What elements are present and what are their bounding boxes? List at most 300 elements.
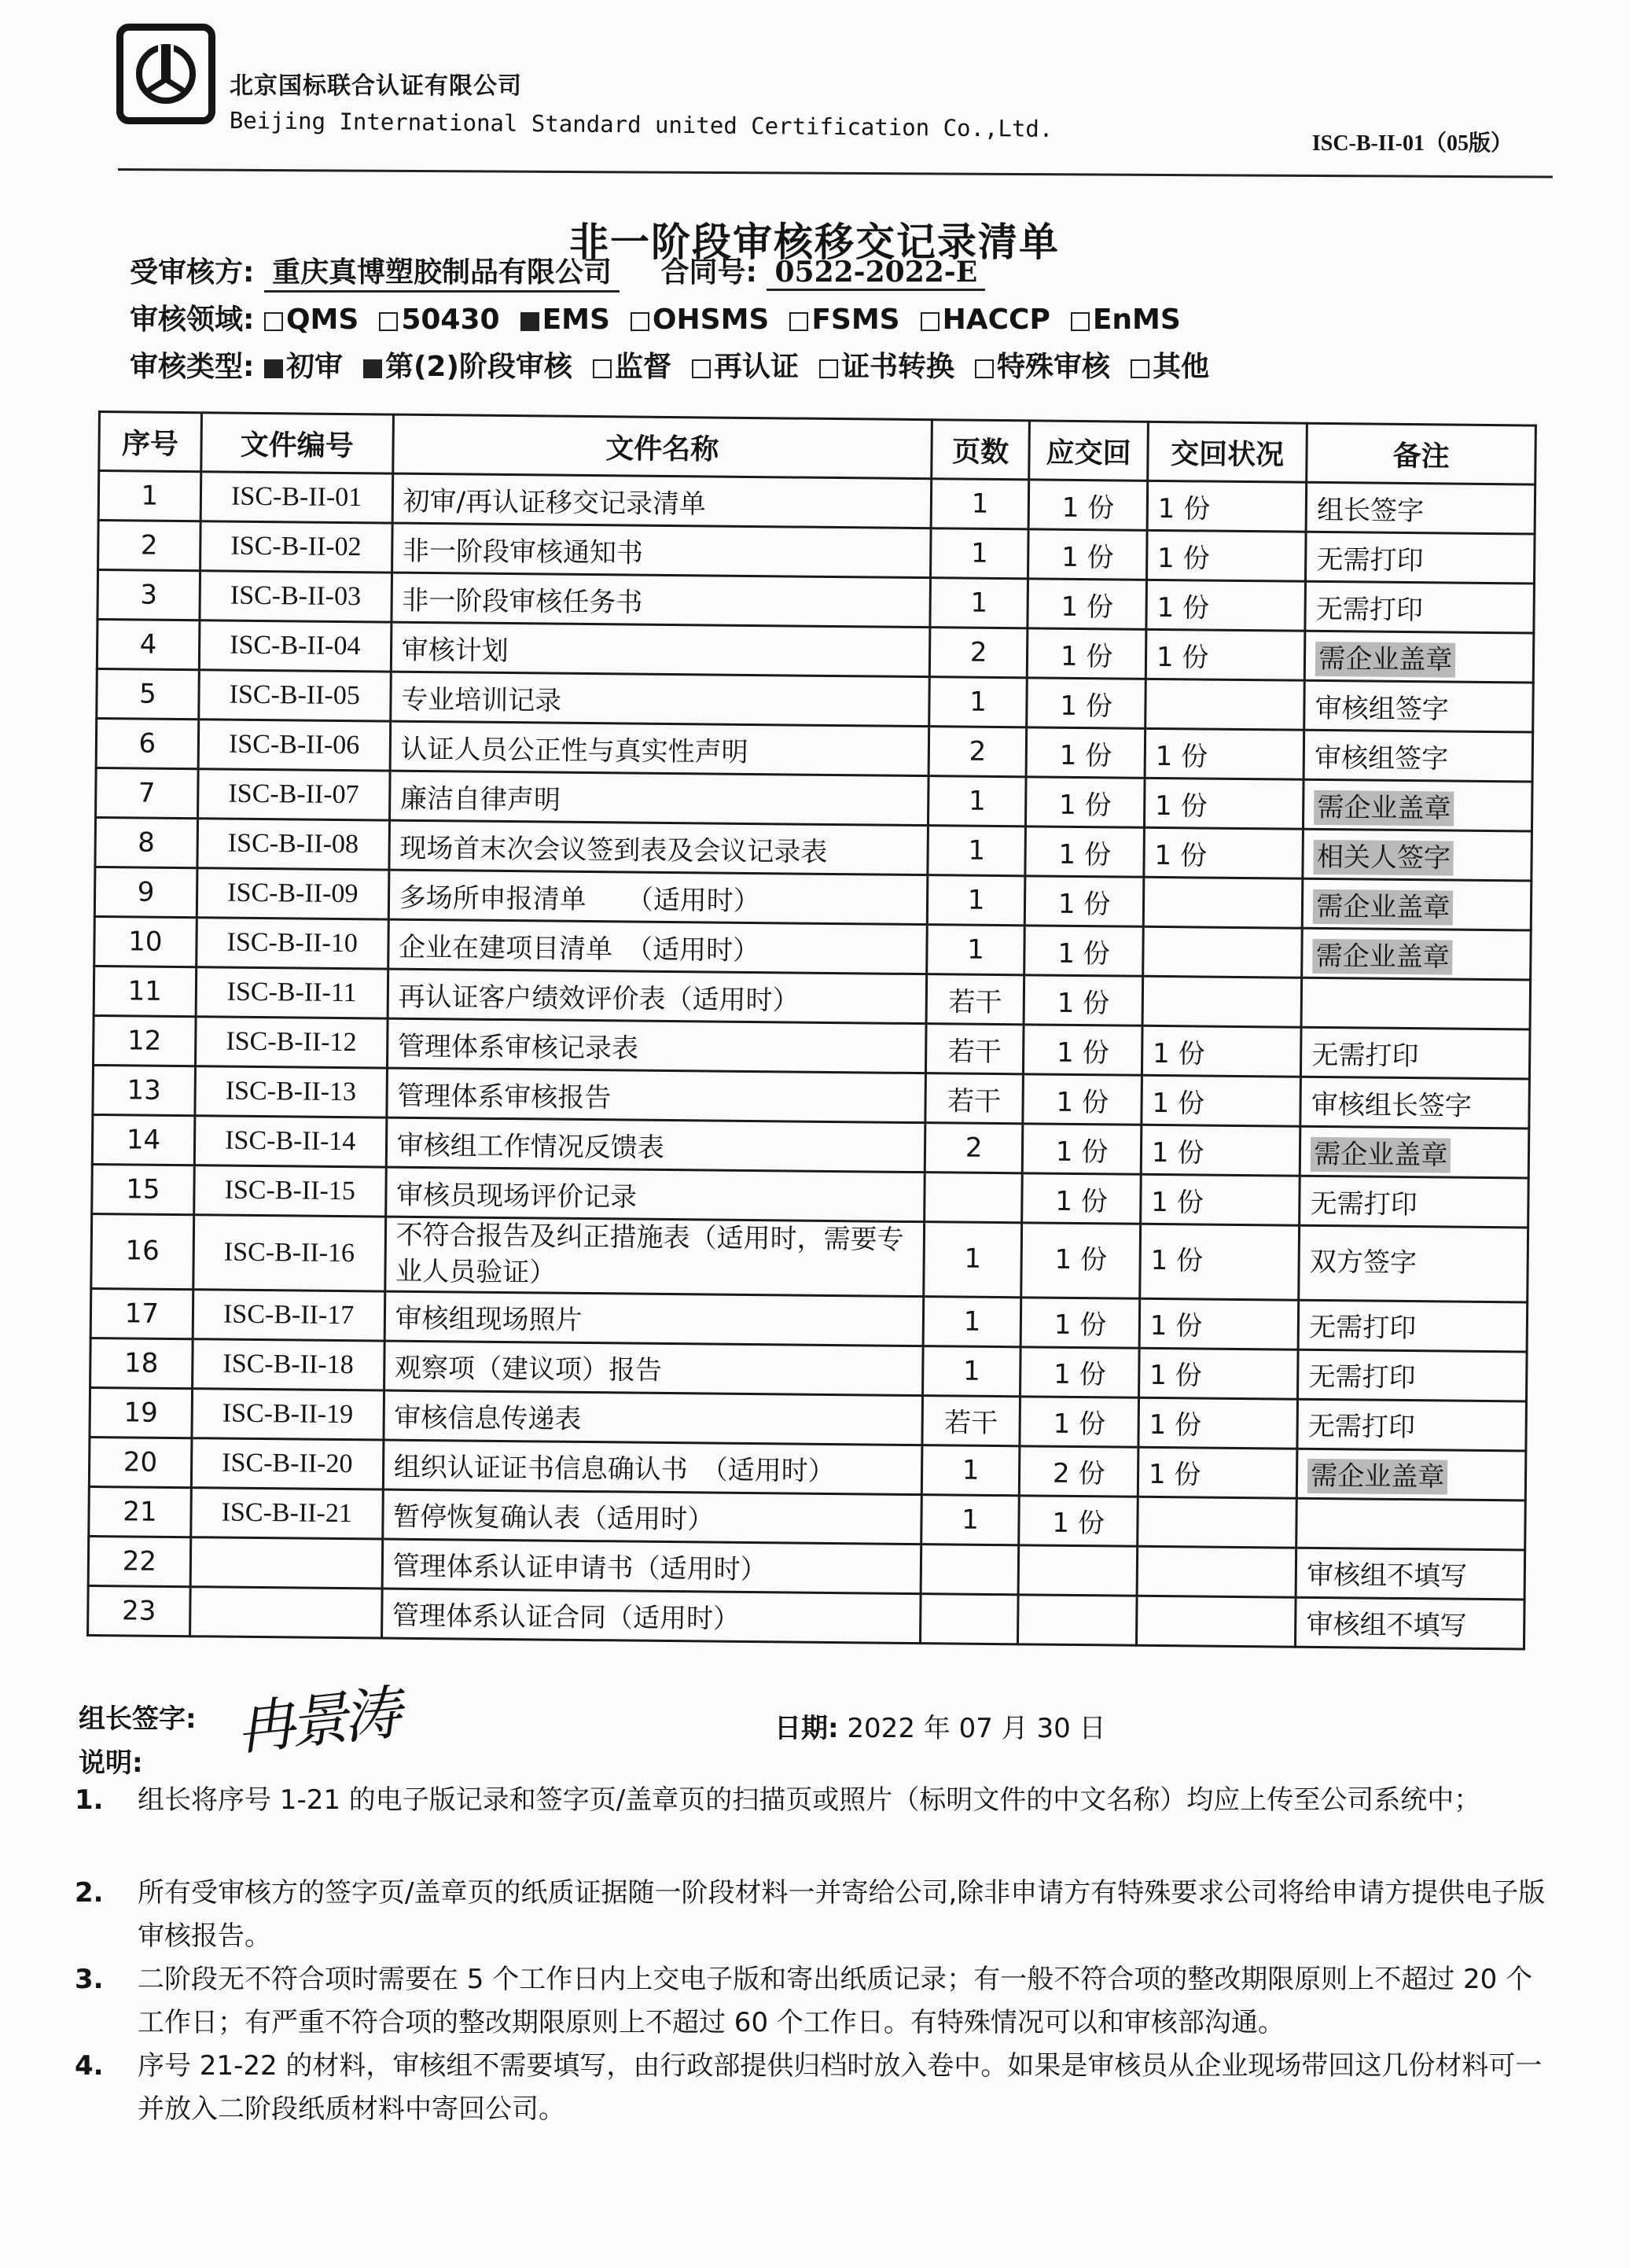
note-item (75, 1872, 1553, 1958)
cell-status-text: 1 份 (1149, 1360, 1202, 1392)
cell-note-text: 审核组签字 (1314, 742, 1449, 775)
cell-due (1026, 777, 1145, 827)
cell-due-text: 2 份 (1052, 1457, 1105, 1490)
note-number: 2. (75, 1877, 104, 1909)
cell-pages-text: 1 (962, 1504, 980, 1536)
cell-no (97, 570, 200, 620)
note-text: 所有受审核方的签字页/盖章页的纸质证据随一阶段材料一并寄给公司,除非申请方有特殊要求公司将给申请方提供电子版审核报告。 (138, 1877, 1546, 1952)
cell-name-text: 廉洁自律声明 (399, 782, 561, 816)
cell-due-text: 1 份 (1060, 640, 1113, 672)
cell-status (1138, 1397, 1298, 1449)
cell-code (196, 918, 388, 969)
cell-due-text: 1 份 (1052, 1507, 1105, 1540)
cell-pages-text: 2 (969, 735, 987, 768)
cell-due (1025, 827, 1144, 877)
cell-note-text: 无需打印 (1307, 1411, 1416, 1444)
cell-name (387, 1018, 926, 1073)
cell-no-text: 19 (123, 1397, 158, 1429)
types-option (264, 344, 343, 385)
cell-note (1304, 779, 1532, 831)
cell-status (1138, 1348, 1298, 1399)
cell-code (197, 769, 390, 820)
unchecked-box-icon (264, 312, 283, 331)
cell-due-text: 1 份 (1053, 1408, 1106, 1441)
cell-note-text: 需企业盖章 (1314, 790, 1454, 826)
cell-no-text: 15 (126, 1173, 160, 1206)
cell-note (1301, 978, 1530, 1029)
types-option (363, 344, 572, 385)
cell-status (1138, 1497, 1297, 1548)
cell-due-text: 1 份 (1059, 739, 1112, 771)
fields-option (1071, 304, 1181, 336)
cell-name (388, 870, 928, 925)
cell-no-text: 17 (124, 1298, 160, 1330)
cell-pages (925, 1123, 1023, 1173)
fields-option-label: EMS (542, 304, 610, 336)
cell-code (194, 1116, 387, 1167)
cell-note-text: 相关人签字 (1314, 839, 1454, 875)
cell-name-text: 企业在建项目清单 （适用时） (398, 931, 760, 966)
date-label: 日期: (774, 1713, 839, 1744)
cell-due (1028, 579, 1146, 629)
col-header-due: 应交回 (1029, 421, 1148, 480)
cell-name-text: 不符合报告及纠正措施表（适用时，需要专业人员验证） (395, 1219, 904, 1289)
cell-no-text: 6 (138, 727, 156, 760)
cell-note-text: 无需打印 (1308, 1361, 1416, 1394)
note-item (75, 1779, 1553, 1822)
cell-status-text: 1 份 (1154, 839, 1208, 872)
cell-name (384, 1291, 924, 1346)
cell-code-text: ISC-B-II-09 (227, 878, 359, 909)
cell-name (384, 1390, 923, 1445)
cell-code (193, 1165, 386, 1217)
fields-option (789, 304, 899, 336)
cell-due-text: 1 份 (1061, 591, 1114, 623)
cell-code (197, 868, 389, 919)
cell-name-text: 管理体系认证合同（适用时） (392, 1600, 741, 1636)
cell-name (384, 1341, 923, 1396)
cell-note (1302, 928, 1531, 980)
cell-due-text: 1 份 (1058, 789, 1112, 821)
date-line (774, 1707, 1106, 1745)
cell-due-text: 1 份 (1054, 1309, 1107, 1342)
cell-name (383, 1440, 922, 1495)
cell-name-text: 初审/再认证移交记录清单 (403, 485, 707, 520)
cell-status-text: 1 份 (1149, 1409, 1202, 1441)
cell-due (1024, 926, 1143, 976)
col-header-status: 交回状况 (1148, 422, 1307, 482)
auditee-line (130, 250, 1017, 293)
cell-pages-text: 若干 (944, 1407, 998, 1440)
cell-due (1026, 727, 1145, 778)
cell-due (1018, 1595, 1137, 1645)
cell-pages (922, 1346, 1020, 1396)
types-option-label: 特殊审核 (996, 351, 1110, 383)
cell-no (94, 916, 197, 966)
cell-name (382, 1489, 921, 1545)
cell-note (1303, 829, 1532, 881)
cell-pages-text: 1 (964, 1243, 982, 1275)
cell-due (1023, 1074, 1142, 1125)
note-number: 1. (75, 1784, 104, 1816)
cell-pages-text: 若干 (948, 985, 1002, 1018)
cell-status-text: 1 份 (1156, 542, 1210, 575)
cell-name-text: 非一阶段审核任务书 (402, 584, 643, 619)
cell-due-text: 1 份 (1054, 1243, 1108, 1276)
cell-note (1299, 1225, 1528, 1302)
cell-due-text: 1 份 (1061, 541, 1114, 573)
cell-status (1141, 1125, 1300, 1176)
leader-signature: 冉景涛 (233, 1679, 400, 1764)
cell-code-text: ISC-B-II-04 (230, 630, 361, 661)
fields-option (921, 304, 1050, 336)
cell-no-text: 21 (123, 1496, 157, 1528)
cell-status (1143, 877, 1303, 928)
cell-status-text: 1 份 (1148, 1459, 1201, 1491)
cell-due (1018, 1545, 1137, 1596)
cell-note (1297, 1449, 1526, 1500)
col-header-pages: 页数 (932, 420, 1030, 480)
cell-code (200, 521, 392, 573)
cell-status-text: 1 份 (1154, 790, 1208, 823)
cell-status (1139, 1298, 1299, 1349)
cell-status (1142, 1025, 1301, 1077)
cell-note (1305, 581, 1534, 633)
note-number: 4. (75, 2050, 104, 2082)
header-divider (118, 168, 1553, 179)
cell-status-text: 1 份 (1152, 1037, 1205, 1070)
cell-name (388, 969, 927, 1024)
cell-name-text: 再认证客户绩效评价表（适用时） (398, 981, 800, 1017)
cell-no-text: 14 (126, 1124, 161, 1156)
cell-no-text: 11 (127, 975, 163, 1007)
cell-note-text: 双方签字 (1309, 1246, 1418, 1279)
cell-pages (931, 479, 1029, 529)
contract-value: 0522-2022-E (767, 256, 985, 291)
cell-due-text: 1 份 (1055, 1185, 1108, 1217)
cell-no-text: 8 (138, 827, 156, 859)
cell-due-text: 1 份 (1060, 690, 1113, 722)
cell-name (391, 622, 930, 677)
audit-field-line (130, 297, 1201, 337)
cell-code (199, 620, 392, 672)
col-header-code: 文件编号 (201, 413, 394, 473)
cell-status-text: 1 份 (1151, 1186, 1204, 1219)
cell-code-text: ISC-B-II-20 (222, 1448, 353, 1478)
cell-pages-text: 1 (962, 1355, 980, 1387)
audit-type-label: 审核类型: (130, 351, 255, 383)
cell-pages (920, 1593, 1018, 1644)
cell-name (389, 820, 928, 875)
cell-code-text: ISC-B-II-08 (227, 828, 359, 860)
types-option (819, 344, 954, 385)
auditee-value: 重庆真博塑胶制品有限公司 (264, 250, 620, 293)
table-row (91, 1213, 1528, 1302)
cell-no-text: 18 (123, 1347, 159, 1379)
cell-code-text: ISC-B-II-18 (222, 1349, 354, 1379)
cell-note-text: 无需打印 (1315, 593, 1424, 626)
cell-note-text: 无需打印 (1311, 1039, 1419, 1072)
unchecked-box-icon (1071, 312, 1090, 331)
cell-due (1022, 1173, 1141, 1224)
cell-note-text: 无需打印 (1316, 543, 1424, 576)
cell-name-text: 观察项（建议项）报告 (394, 1352, 663, 1387)
cell-no-text: 2 (140, 529, 158, 561)
cell-code-text: ISC-B-II-12 (226, 1026, 357, 1058)
checked-box-icon (363, 359, 382, 378)
unchecked-box-icon (819, 359, 838, 378)
cell-no (94, 966, 196, 1016)
cell-pages-text: 1 (970, 537, 988, 569)
company-logo (116, 24, 215, 124)
cell-pages (921, 1494, 1020, 1545)
col-header-note: 备注 (1307, 423, 1535, 484)
cell-due-text: 1 份 (1058, 838, 1112, 871)
cell-no (88, 1585, 190, 1636)
checked-box-icon (264, 359, 283, 378)
cell-no (92, 1114, 194, 1165)
cell-pages (928, 727, 1027, 777)
cell-status (1142, 1075, 1301, 1126)
note-item (75, 1958, 1553, 2045)
cell-pages-text: 若干 (947, 1035, 1002, 1068)
cell-no (94, 1015, 196, 1066)
types-option (1131, 344, 1209, 385)
cell-code (189, 1586, 382, 1637)
cell-due (1024, 975, 1142, 1025)
note-text: 序号 21-22 的材料，审核组不需要填写，由行政部提供归档时放入卷中。如果是审核员从企业现场带回这几份材料可一并放入二阶段纸质材料中寄回公司。 (138, 2050, 1543, 2125)
cell-pages-text: 若干 (947, 1084, 1002, 1117)
cell-name-text: 现场首末次会议签到表及会议记录表 (399, 832, 828, 868)
logo-mark-icon (134, 42, 197, 106)
cell-code-text: ISC-B-II-10 (226, 927, 358, 959)
notes-label: 说明: (79, 1747, 143, 1779)
date-value: 2022 年 07 月 30 日 (847, 1713, 1106, 1744)
cell-note-text: 需企业盖章 (1311, 1136, 1451, 1173)
document-code: ISC-B-II-01（05版） (1311, 131, 1513, 156)
cell-code-text: ISC-B-II-14 (225, 1125, 356, 1157)
cell-name (390, 672, 929, 727)
cell-note (1300, 1077, 1529, 1128)
cell-no (96, 718, 198, 768)
audit-type-line (130, 344, 1230, 385)
cell-code (191, 1438, 384, 1489)
cell-code-text: ISC-B-II-17 (222, 1299, 355, 1330)
cell-pages-text: 1 (969, 686, 987, 718)
cell-name (385, 1167, 925, 1222)
cell-due-text: 1 份 (1057, 888, 1111, 920)
fields-option (379, 304, 499, 336)
cell-due (1024, 1025, 1142, 1075)
cell-due (1020, 1347, 1139, 1397)
cell-note-text: 审核组签字 (1315, 692, 1449, 726)
cell-code (195, 1066, 388, 1117)
cell-name (392, 473, 932, 528)
cell-code (200, 472, 393, 523)
cell-note (1297, 1399, 1526, 1451)
cell-due (1020, 1446, 1138, 1497)
cell-no (90, 1338, 193, 1388)
auditee-label: 受审核方: (130, 256, 255, 289)
cell-status (1137, 1546, 1296, 1597)
contract-label: 合同号: (660, 256, 757, 289)
types-option-label: 初审 (285, 351, 343, 383)
cell-note (1305, 631, 1534, 683)
cell-pages (930, 528, 1028, 579)
cell-status (1138, 1447, 1297, 1498)
note-text: 组长将序号 1-21 的电子版记录和签字页/盖章页的扫描页或照片（标明文件的中文名称）均应上传至公司系统中； (138, 1784, 1481, 1816)
cell-note (1298, 1349, 1527, 1401)
fields-option-label: HACCP (942, 304, 1050, 336)
audit-field-label: 审核领域: (130, 304, 255, 336)
cell-no (96, 768, 198, 818)
cell-pages (928, 776, 1026, 827)
cell-code (196, 967, 388, 1018)
cell-code (198, 720, 391, 771)
cell-status-text: 1 份 (1156, 591, 1210, 624)
cell-no (92, 1164, 194, 1214)
cell-code-text: ISC-B-II-07 (228, 779, 359, 810)
cell-code (190, 1537, 383, 1588)
cell-no (98, 471, 200, 521)
cell-status-text: 1 份 (1155, 740, 1208, 773)
cell-due-text: 1 份 (1056, 1086, 1109, 1118)
cell-name-text: 管理体系认证申请书（适用时） (392, 1550, 767, 1586)
cell-no-text: 9 (137, 876, 155, 908)
cell-no (97, 620, 199, 670)
cell-status (1141, 1174, 1300, 1225)
cell-code-text: ISC-B-II-15 (224, 1175, 355, 1206)
cell-due (1028, 529, 1147, 580)
types-option (975, 344, 1110, 385)
fields-option (264, 304, 359, 336)
cell-status (1143, 926, 1303, 978)
cell-no (88, 1536, 190, 1586)
cell-name-text: 多场所申报清单 （适用时） (399, 882, 760, 917)
cell-pages-text: 1 (963, 1305, 981, 1338)
page-title: 非一阶段审核移交记录清单 (569, 219, 1060, 265)
cell-status (1145, 679, 1305, 730)
cell-code (191, 1487, 384, 1538)
cell-name-text: 认证人员公正性与真实性声明 (400, 733, 748, 768)
cell-note-text: 审核组不填写 (1306, 1559, 1468, 1593)
cell-note-text: 需企业盖章 (1307, 1459, 1447, 1495)
cell-code (197, 819, 390, 870)
cell-due (1023, 1124, 1142, 1174)
cell-no-text: 20 (123, 1446, 158, 1478)
cell-due (1025, 876, 1144, 926)
cell-name (392, 573, 931, 628)
cell-no-text: 12 (127, 1025, 162, 1057)
cell-code-text: ISC-B-II-05 (229, 679, 361, 711)
cell-note (1298, 1300, 1527, 1352)
cell-pages-text: 2 (965, 1132, 983, 1164)
unchecked-box-icon (379, 312, 398, 331)
cell-name-text: 专业培训记录 (400, 683, 562, 717)
unchecked-box-icon (975, 359, 994, 378)
cell-due-text: 1 份 (1057, 937, 1110, 970)
cell-note (1304, 680, 1533, 732)
cell-no-text: 16 (125, 1235, 160, 1267)
cell-code-text: ISC-B-II-11 (226, 977, 357, 1008)
cell-no (93, 1065, 195, 1115)
cell-pages (925, 1073, 1024, 1124)
unchecked-box-icon (1131, 359, 1149, 378)
cell-note-text: 需企业盖章 (1313, 938, 1453, 974)
cell-note-text: 审核组不填写 (1306, 1609, 1467, 1643)
cell-no (90, 1288, 193, 1338)
cell-status (1146, 530, 1306, 581)
cell-no-text: 7 (138, 777, 156, 809)
cell-due (1021, 1223, 1140, 1298)
cell-code (193, 1289, 385, 1340)
cell-name (386, 1117, 925, 1173)
cell-pages (928, 826, 1026, 876)
cell-status-text: 1 份 (1157, 492, 1211, 525)
col-header-name: 文件名称 (392, 414, 932, 479)
cell-no (98, 521, 200, 571)
cell-pages (921, 1445, 1020, 1495)
cell-due (1021, 1298, 1140, 1348)
cell-code-text: ISC-B-II-19 (222, 1398, 354, 1429)
cell-no-text: 4 (139, 628, 157, 661)
cell-pages-text: 1 (967, 933, 985, 966)
unchecked-box-icon (692, 359, 711, 378)
cell-status-text: 1 份 (1150, 1244, 1204, 1277)
cell-no-text: 5 (138, 678, 156, 710)
cell-pages (924, 1173, 1022, 1223)
cell-pages (927, 875, 1025, 926)
cell-status (1136, 1596, 1296, 1647)
cell-status (1140, 1224, 1300, 1300)
cell-no-text: 3 (140, 579, 158, 611)
cell-note (1304, 730, 1532, 782)
unchecked-box-icon (593, 359, 612, 378)
cell-due (1028, 628, 1146, 679)
cell-code-text: ISC-B-II-16 (223, 1237, 355, 1268)
cell-no (90, 1387, 192, 1438)
fields-option (520, 304, 610, 336)
fields-option-label: QMS (285, 304, 359, 336)
types-option-label: 再认证 (713, 351, 799, 383)
cell-note (1306, 482, 1535, 534)
types-option-label: 证书转换 (840, 351, 954, 383)
cell-name-text: 非一阶段审核通知书 (402, 535, 644, 569)
cell-name (384, 1217, 924, 1296)
cell-no (91, 1213, 194, 1289)
cell-due-text: 1 份 (1054, 1359, 1106, 1391)
note-item (75, 2045, 1553, 2131)
cell-name-text: 审核组现场照片 (395, 1302, 583, 1337)
cell-code (193, 1215, 386, 1291)
fields-option-label: FSMS (811, 304, 900, 336)
cell-name (387, 1068, 926, 1123)
cell-note-text: 需企业盖章 (1315, 641, 1455, 677)
cell-name-text: 审核组工作情况反馈表 (396, 1129, 664, 1164)
types-option (593, 344, 671, 385)
cell-name (389, 771, 928, 826)
cell-pages (923, 1296, 1021, 1346)
fields-option-label: OHSMS (652, 304, 770, 336)
cell-name-text: 审核计划 (401, 634, 509, 667)
types-option (692, 344, 799, 385)
cell-code-text: ISC-B-II-03 (230, 580, 362, 612)
cell-code (200, 571, 392, 622)
cell-note-text: 无需打印 (1310, 1187, 1418, 1221)
cell-pages (924, 1222, 1022, 1298)
cell-due (1028, 480, 1147, 530)
cell-no-text: 1 (141, 480, 159, 512)
